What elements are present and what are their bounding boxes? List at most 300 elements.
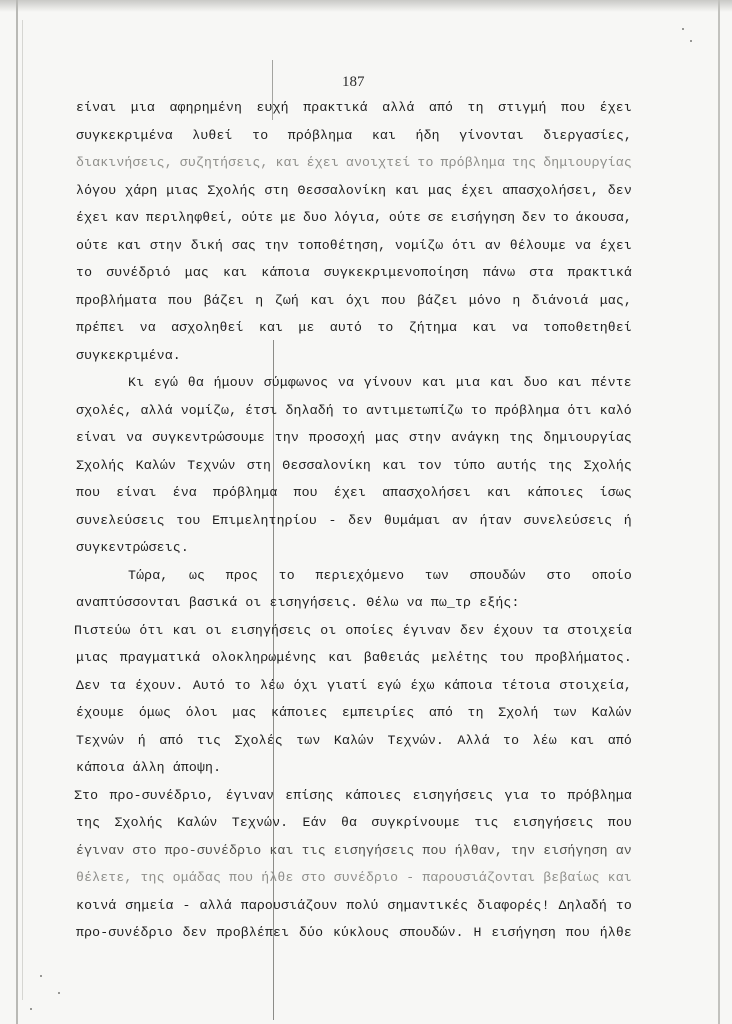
word: βάζει <box>203 292 244 308</box>
word: λέω <box>532 732 557 748</box>
word: καλό <box>599 402 632 418</box>
scan-right-edge <box>718 0 720 1024</box>
text-line <box>76 809 632 837</box>
word: της <box>512 155 537 170</box>
word: πάνω <box>482 265 516 280</box>
word: συνέδριό <box>106 265 171 280</box>
text-line <box>76 452 632 480</box>
word: Τεχνών <box>187 457 236 473</box>
word: δύο <box>298 925 324 940</box>
word: ζωή <box>274 292 299 308</box>
word: Επιμελητηρίου <box>212 512 317 528</box>
page-number: 187 <box>342 74 365 90</box>
word: στο <box>546 567 571 583</box>
word: όμως <box>138 705 172 720</box>
word: έχουν <box>493 622 534 638</box>
word: προβλέπει <box>216 925 290 940</box>
word: καν <box>114 210 140 225</box>
word: σημεία <box>125 897 174 913</box>
scan-speck <box>58 992 60 994</box>
word: θα <box>340 815 358 830</box>
word: συνέδριο <box>333 870 399 885</box>
word: πρόβλημα <box>212 485 278 500</box>
word: και <box>607 870 632 885</box>
word: έχει <box>599 237 632 253</box>
text-line <box>76 397 632 425</box>
word: σχολές, <box>76 402 133 418</box>
word: ως <box>188 567 206 583</box>
word: τα <box>542 622 559 638</box>
word: Κι <box>128 375 145 390</box>
word: προ-συνέδριο, <box>109 787 215 803</box>
word: Θεσσαλονίκη <box>297 182 387 198</box>
word: το <box>341 402 358 418</box>
word: η <box>512 292 521 308</box>
text-line: αναπτύσσονται βασικά οι εισηγήσεις. Θέλω να πω_τρ εξής: <box>76 595 520 610</box>
document-body <box>76 94 632 947</box>
word: διακινήσεις, <box>76 155 173 170</box>
word: δεν <box>182 925 207 940</box>
word: με <box>298 320 315 335</box>
word: Δεν <box>76 677 101 693</box>
word: ήμουν <box>213 375 254 390</box>
word: Σχολής <box>114 815 163 830</box>
text-line <box>76 149 632 177</box>
word: δεν <box>607 182 632 198</box>
word: αλλά <box>382 100 415 115</box>
word: όλοι <box>185 705 218 720</box>
word: του <box>176 512 201 528</box>
word: μια <box>130 100 155 115</box>
word: ούτε <box>76 237 109 253</box>
text-line <box>76 562 632 590</box>
word: μόνο <box>468 292 502 308</box>
word: και <box>421 375 447 390</box>
text-line <box>76 122 632 150</box>
word: μιας <box>166 182 199 198</box>
word: στοιχεία, <box>559 677 632 693</box>
word: δεν <box>459 622 485 638</box>
word: ασχοληθεί <box>171 320 244 335</box>
word: το <box>470 402 487 418</box>
word: από <box>159 732 184 748</box>
word: Πιστεύω <box>74 622 131 638</box>
text-line <box>76 94 632 122</box>
word: βεβαίως <box>543 870 600 885</box>
text-line <box>76 287 632 315</box>
word: συνελεύσεις <box>523 512 613 528</box>
word: προς <box>225 567 259 583</box>
word: την <box>274 430 299 445</box>
word: έγιναν <box>225 787 274 803</box>
word: να <box>337 375 355 390</box>
word: του <box>499 650 524 665</box>
word: ήταν <box>479 512 512 528</box>
word: και <box>570 732 595 748</box>
word: έχει <box>333 485 367 500</box>
word: μας, <box>599 292 632 308</box>
word: περιληφθεί, <box>145 210 235 225</box>
word: οι <box>320 622 337 638</box>
word: ήλθε <box>599 925 632 940</box>
text-line <box>76 837 632 865</box>
word: Σχολή <box>498 705 539 720</box>
word: μας <box>375 430 400 445</box>
word: εισηγήσεις <box>412 787 494 803</box>
word: πρόβλημα <box>287 127 353 143</box>
word: για <box>504 787 529 803</box>
word: δημιουργίας <box>543 430 632 445</box>
word: να <box>511 320 528 335</box>
word: - <box>328 512 337 528</box>
word: μια <box>455 375 481 390</box>
word: είναι <box>76 100 117 115</box>
text-line <box>74 782 632 810</box>
word: βαθειάς <box>363 650 421 665</box>
word: συνελεύσεις <box>76 512 165 528</box>
word: τη <box>467 100 484 115</box>
text-line <box>76 259 632 287</box>
word: προ-συνέδριο <box>76 925 173 940</box>
word: Σχολής <box>76 457 125 473</box>
word: προβλήματα <box>76 292 157 308</box>
word: και <box>382 457 407 473</box>
word: Σχολής <box>583 457 632 473</box>
word: συγκεκριμενοποίηση <box>323 265 469 280</box>
word: αλλά <box>140 402 173 418</box>
word: τοποθέτηση, <box>297 237 387 253</box>
word: που <box>229 870 254 885</box>
word: έχουμε <box>76 705 125 720</box>
word: μας <box>428 182 453 198</box>
word: και <box>395 182 420 198</box>
word: λόγου <box>76 182 117 198</box>
word: που <box>560 100 586 115</box>
word: κάποια <box>261 265 310 280</box>
word: πρακτικά <box>567 265 632 280</box>
scan-speck <box>682 28 684 30</box>
text-line <box>76 204 632 232</box>
word: ήλθαν, <box>454 842 503 858</box>
text-line <box>76 727 632 755</box>
word: που <box>76 485 101 500</box>
word: όχι <box>345 292 371 308</box>
word: το <box>539 787 557 803</box>
word: προσοχή <box>308 430 366 445</box>
word: πρόβλημα <box>567 787 632 803</box>
word: κάποιες <box>270 705 328 720</box>
word: και <box>116 237 142 253</box>
word: πρέπει <box>76 320 125 335</box>
word: διαφορές! <box>477 897 550 913</box>
word: απασχολήσει, <box>502 182 599 198</box>
word: απασχολήσει <box>382 485 471 500</box>
text-line: συγκεντρώσεις. <box>76 540 189 555</box>
word: και <box>371 127 397 143</box>
word: στην <box>149 237 183 253</box>
word: τα <box>109 677 126 693</box>
word: δηλαδή <box>285 402 334 418</box>
word: και <box>258 320 284 335</box>
word: σημαντικές <box>387 897 469 913</box>
word: Καλών <box>591 705 632 720</box>
word: έχω <box>410 677 435 693</box>
word: έχει <box>76 210 109 225</box>
word: μας <box>232 705 257 720</box>
word: που <box>168 292 193 308</box>
scan-speck <box>30 1008 32 1010</box>
word: στοιχεία <box>567 622 632 638</box>
word: δεν <box>521 210 547 225</box>
word: ένα <box>172 485 197 500</box>
word: και <box>328 650 353 665</box>
word: ούτε <box>388 210 422 225</box>
word: από <box>607 732 632 748</box>
word: αλλά <box>199 897 232 913</box>
word: ούτε <box>241 210 274 225</box>
scan-left-edge <box>16 0 18 1024</box>
word: το <box>417 155 434 170</box>
word: αντιμετωπίζω <box>365 402 463 418</box>
word: πρακτικά <box>303 100 368 115</box>
word: κοινά <box>76 897 117 913</box>
word: έχει <box>461 182 494 198</box>
word: εισήγηση <box>543 842 608 858</box>
word: σπουδών <box>469 567 527 583</box>
word: ή <box>623 512 632 528</box>
word: τον <box>417 457 442 473</box>
word: στα <box>529 265 554 280</box>
word: εμπειρίες <box>341 705 415 720</box>
word: έχουν. <box>135 677 184 693</box>
word: μιας <box>76 650 109 665</box>
word: με <box>280 210 297 225</box>
word: και <box>472 320 497 335</box>
word: Καλών <box>333 732 375 748</box>
word: το <box>377 320 394 335</box>
word: σας <box>231 237 256 253</box>
word: νομίζω <box>394 237 444 253</box>
scan-speck <box>40 975 42 977</box>
word: Αλλά <box>457 732 490 748</box>
word: της <box>76 815 101 830</box>
word: δική <box>190 237 224 253</box>
word: προβλήματος. <box>535 650 632 665</box>
word: να <box>574 237 591 253</box>
word: εγώ <box>376 677 401 693</box>
word: το <box>252 127 269 143</box>
word: τέτοια <box>501 677 551 693</box>
word: το <box>503 732 520 748</box>
word: και <box>275 155 300 170</box>
word: εισηγήσεις <box>512 815 594 830</box>
text-line <box>76 479 632 507</box>
word: πέντε <box>591 375 632 390</box>
word: να <box>139 320 156 335</box>
text-line <box>76 892 632 920</box>
word: κάποια <box>443 677 493 693</box>
word: οποίες <box>345 622 394 638</box>
word: και <box>557 375 582 390</box>
word: στη <box>264 182 289 198</box>
word: παρουσιάζονται <box>422 870 536 885</box>
word: αφηρημένη <box>169 100 243 115</box>
word: δεν <box>348 512 373 528</box>
word: ότι <box>139 622 164 638</box>
word: Τεχνών <box>76 732 125 748</box>
word: περιεχόμενο <box>315 567 405 583</box>
word: σε <box>427 210 444 225</box>
word: Σχολές <box>234 732 283 748</box>
word: Σχολής <box>207 182 256 198</box>
text-line <box>76 177 632 205</box>
word: να <box>126 430 143 445</box>
word: το <box>552 210 569 225</box>
word: ευχή <box>256 100 289 115</box>
text-line <box>76 864 632 892</box>
word: στη <box>246 457 272 473</box>
scan-top-edge <box>0 0 732 12</box>
word: διάνοιά <box>531 292 589 308</box>
word: πραγματικά <box>119 650 201 665</box>
word: - <box>406 870 415 885</box>
text-line: κάποια άλλη άποψη. <box>76 760 222 775</box>
word: και <box>172 622 197 638</box>
word: προ-συνέδριο <box>164 842 262 858</box>
word: ότι <box>567 402 592 418</box>
word: τις <box>196 732 222 748</box>
word: σύμφωνος <box>263 375 329 390</box>
word: αν <box>451 512 469 528</box>
word: εισηγήσεις <box>230 622 312 638</box>
word: και <box>489 375 514 390</box>
word: στην <box>409 430 442 445</box>
word: στο <box>301 870 326 885</box>
word: που <box>565 925 590 940</box>
word: όχι <box>293 677 318 693</box>
word: ανοιχτεί <box>345 155 411 170</box>
word: λόγια, <box>333 210 383 225</box>
word: Τώρα, <box>128 567 169 583</box>
text-line <box>76 232 632 260</box>
word: μελέτης <box>431 650 489 665</box>
word: θυμάμαι <box>383 512 441 528</box>
word: στο <box>132 842 157 858</box>
text-line <box>76 424 632 452</box>
word: στιγμή <box>498 100 547 115</box>
text-line <box>74 617 632 645</box>
word: Η <box>473 925 482 940</box>
word: το <box>234 677 251 693</box>
word: το <box>76 265 93 280</box>
word: από <box>428 100 454 115</box>
word: που <box>293 485 318 500</box>
word: εγώ <box>153 375 179 390</box>
word: η <box>255 292 264 308</box>
word: ζήτημα <box>408 320 458 335</box>
word: ολοκληρωμένης <box>211 650 317 665</box>
word: της <box>548 457 573 473</box>
word: βάζει <box>417 292 458 308</box>
word: αν <box>484 237 502 253</box>
word: πολύ <box>346 897 379 913</box>
word: εισηγήσεις <box>333 842 415 858</box>
word: συγκρίνουμε <box>371 815 461 830</box>
word: και <box>269 842 294 858</box>
word: τις <box>301 842 326 858</box>
word: άκουσα, <box>575 210 632 225</box>
word: παρουσιάζουν <box>240 897 338 913</box>
word: που <box>381 292 406 308</box>
word: Εάν <box>302 815 327 830</box>
word: ήλθε <box>261 870 294 885</box>
word: συγκεκριμένα <box>76 127 173 143</box>
word: τη <box>467 705 484 720</box>
word: και <box>310 292 335 308</box>
word: χάρη <box>125 182 158 198</box>
word: Δηλαδή <box>558 897 607 913</box>
word: συζητήσεις, <box>179 155 269 170</box>
word: σπουδών. <box>399 925 464 940</box>
word: γιατί <box>327 677 368 693</box>
word: μας <box>184 265 209 280</box>
word: αυτής <box>496 457 537 473</box>
word: Θεσσαλονίκη <box>282 457 371 473</box>
word: ίσως <box>599 485 632 500</box>
text-line <box>76 672 632 700</box>
word: και <box>486 485 512 500</box>
word: νομίζω, <box>180 402 238 418</box>
word: επίσης <box>285 787 334 803</box>
word: ήδη <box>415 127 440 143</box>
word: ή <box>137 732 146 748</box>
word: Τεχνών. <box>387 732 444 748</box>
word: οι <box>205 622 222 638</box>
text-line <box>76 699 632 727</box>
word: αυτό <box>329 320 363 335</box>
word: έχει <box>599 100 632 115</box>
word: και <box>223 265 248 280</box>
word: πρόβλημα <box>440 155 506 170</box>
word: Αυτό <box>192 677 226 693</box>
word: των <box>296 732 321 748</box>
scan-speck <box>690 40 692 42</box>
text-line <box>76 369 632 397</box>
word: αν <box>615 842 632 858</box>
word: είναι <box>76 430 117 445</box>
word: Καλών <box>135 457 176 473</box>
word: κύκλους <box>332 925 390 940</box>
word: Καλών <box>177 815 218 830</box>
word: των <box>424 567 449 583</box>
word: έχει <box>306 155 339 170</box>
word: διεργασίες, <box>543 127 632 143</box>
word: ότι <box>452 237 477 253</box>
word: είναι <box>116 485 157 500</box>
text-line <box>76 507 632 535</box>
text-line <box>76 314 632 342</box>
word: της <box>509 430 534 445</box>
word: των <box>552 705 578 720</box>
word: έτσι <box>245 402 278 418</box>
word: από <box>428 705 454 720</box>
word: Στο <box>74 787 99 803</box>
word: τοποθετηθεί <box>543 320 632 335</box>
word: τις <box>474 815 499 830</box>
word: την <box>264 237 289 253</box>
word: το <box>615 897 632 913</box>
word: θέλετε, <box>76 870 133 885</box>
